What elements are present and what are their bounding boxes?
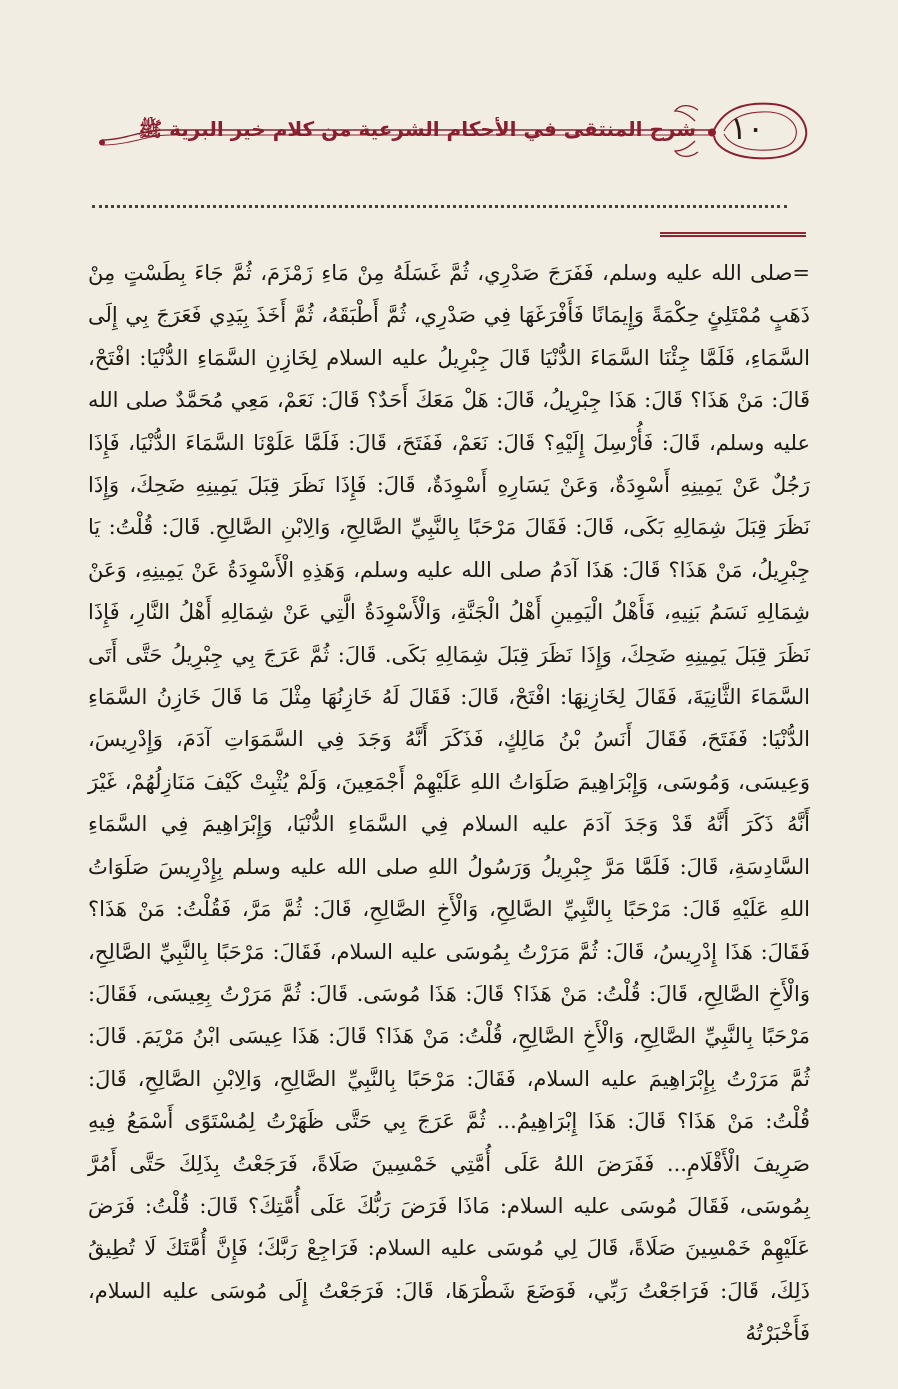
main-text-block (88, 252, 810, 1355)
red-double-rule (660, 232, 806, 237)
hadith-paragraph: =صلى الله عليه وسلم، فَفَرَجَ صَدْرِي، ثُمَّ غَسَلَهُ مِنْ مَاءِ زَمْزَمَ، ثُمَّ جَاءَ بِطَسْتٍ مِنْ ذَهَبٍ مُمْتَلِئٍ حِكْمَةً وَإِيمَانًا فَأَفْرَغَهَا فِي صَدْرِي، ثُمَّ أَطْبَقَهُ، ثُمَّ أَخَذَ بِيَدِي فَعَرَجَ بِي إِلَى السَّمَاءِ، فَلَمَّا جِئْنَا السَّمَاءَ الدُّنْيَا قَالَ جِبْرِيلُ عليه السلام لِخَازِنِ السَّمَاءِ الدُّنْيَا: افْتَحْ، قَالَ: مَنْ هَذَا؟ قَالَ: هَذَا جِبْرِيلُ، قَالَ: هَلْ مَعَكَ أَحَدٌ؟ قَالَ: نَعَمْ، مَعِي مُحَمَّدٌ صلى الله عليه وسلم، قَالَ: فَأُرْسِلَ إِلَيْهِ؟ قَالَ: نَعَمْ، فَفَتَحَ، قَالَ: فَلَمَّا عَلَوْنَا السَّمَاءَ الدُّنْيَا، فَإِذَا رَجُلٌ عَنْ يَمِينِهِ أَسْوِدَةٌ، وَعَنْ يَسَارِهِ أَسْوِدَةٌ، قَالَ: فَإِذَا نَظَرَ قِبَلَ يَمِينِهِ ضَحِكَ، وَإِذَا نَظَرَ قِبَلَ شِمَالِهِ بَكَى، قَالَ: فَقَالَ مَرْحَبًا بِالنَّبِيِّ الصَّالِحِ، وَالِابْنِ الصَّالِحِ. قَالَ: قُلْتُ: يَا جِبْرِيلُ، مَنْ هَذَا؟ قَالَ: هَذَا آدَمُ صلى الله عليه وسلم، وَهَذِهِ الْأَسْوِدَةُ عَنْ يَمِينِهِ، وَعَنْ شِمَالِهِ نَسَمُ بَنِيهِ، فَأَهْلُ الْيَمِينِ أَهْلُ الْجَنَّةِ، وَالْأَسْوِدَةُ الَّتِي عَنْ شِمَالِهِ أَهْلُ النَّارِ، فَإِذَا نَظَرَ قِبَلَ يَمِينِهِ ضَحِكَ، وَإِذَا نَظَرَ قِبَلَ شِمَالِهِ بَكَى. قَالَ: ثُمَّ عَرَجَ بِي جِبْرِيلُ حَتَّى أَتَى السَّمَاءَ الثَّانِيَةَ، فَقَالَ لِخَازِنِهَا: افْتَحْ، قَالَ: فَقَالَ لَهُ خَازِنُهَا مِثْلَ مَا قَالَ خَازِنُ السَّمَاءِ الدُّنْيَا: فَفَتَحَ، فَقَالَ أَنَسُ بْنُ مَالِكٍ، فَذَكَرَ أَنَّهُ وَجَدَ فِي السَّمَوَاتِ آدَمَ، وَإِدْرِيسَ، وَعِيسَى، وَمُوسَى، وَإِبْرَاهِيمَ صَلَوَاتُ اللهِ عَلَيْهِمْ أَجْمَعِينَ، وَلَمْ يُثْبِتْ كَيْفَ مَنَازِلُهُمْ، غَيْرَ أَنَّهُ ذَكَرَ أَنَّهُ قَدْ وَجَدَ آدَمَ عليه السلام فِي السَّمَاءِ الدُّنْيَا، وَإِبْرَاهِيمَ فِي السَّمَاءِ السَّادِسَةِ، قَالَ: فَلَمَّا مَرَّ جِبْرِيلُ وَرَسُولُ اللهِ صلى الله عليه وسلم بِإِدْرِيسَ صَلَوَاتُ اللهِ عَلَيْهِ قَالَ: مَرْحَبًا بِالنَّبِيِّ الصَّالِحِ، وَالْأَخِ الصَّالِحِ، قَالَ: ثُمَّ مَرَّ، فَقُلْتُ: مَنْ هَذَا؟ فَقَالَ: هَذَا إِدْرِيسُ، قَالَ: ثُمَّ مَرَرْتُ بِمُوسَى عليه السلام، فَقَالَ: مَرْحَبًا بِالنَّبِيِّ الصَّالِحِ، وَالْأَخِ الصَّالِحِ، قَالَ: قُلْتُ: مَنْ هَذَا؟ قَالَ: هَذَا مُوسَى. قَالَ: ثُمَّ مَرَرْتُ بِعِيسَى، فَقَالَ: مَرْحَبًا بِالنَّبِيِّ الصَّالِحِ، وَالْأَخِ الصَّالِحِ، قُلْتُ: مَنْ هَذَا؟ قَالَ: هَذَا عِيسَى ابْنُ مَرْيَمَ. قَالَ: ثُمَّ مَرَرْتُ بِإِبْرَاهِيمَ عليه السلام، فَقَالَ: مَرْحَبًا بِالنَّبِيِّ الصَّالِحِ، وَالِابْنِ الصَّالِحِ، قَالَ: قُلْتُ: مَنْ هَذَا؟ قَالَ: هَذَا إِبْرَاهِيمُ... ثُمَّ عَرَجَ بِي حَتَّى ظَهَرْتُ لِمُسْتَوًى أَسْمَعُ فِيهِ صَرِيفَ الْأَقْلَامِ... فَفَرَضَ اللهُ عَلَى أُمَّتِي خَمْسِينَ صَلَاةً، فَرَجَعْتُ بِذَلِكَ حَتَّى أَمُرَّ بِمُوسَى، فَقَالَ مُوسَى عليه السلام: مَاذَا فَرَضَ رَبُّكَ عَلَى أُمَّتِكَ؟ قَالَ: قُلْتُ: فَرَضَ عَلَيْهِمْ خَمْسِينَ صَلَاةً، قَالَ لِي مُوسَى عليه السلام: فَرَاجِعْ رَبَّكَ؛ فَإِنَّ أُمَّتَكَ لَا تُطِيقُ ذَلِكَ، قَالَ: فَرَاجَعْتُ رَبِّي، فَوَضَعَ شَطْرَهَا، قَالَ: فَرَجَعْتُ إِلَى مُوسَى عليه السلام، فَأَخْبَرْتُهُ (88, 261, 810, 1346)
page-number: ١٠ (729, 110, 765, 146)
header-dotted-divider (92, 205, 787, 208)
running-title: شرح المنتقى في الأحكام الشرعية من كلام خير البرية ﷺ (138, 117, 696, 141)
page-header (92, 96, 812, 164)
